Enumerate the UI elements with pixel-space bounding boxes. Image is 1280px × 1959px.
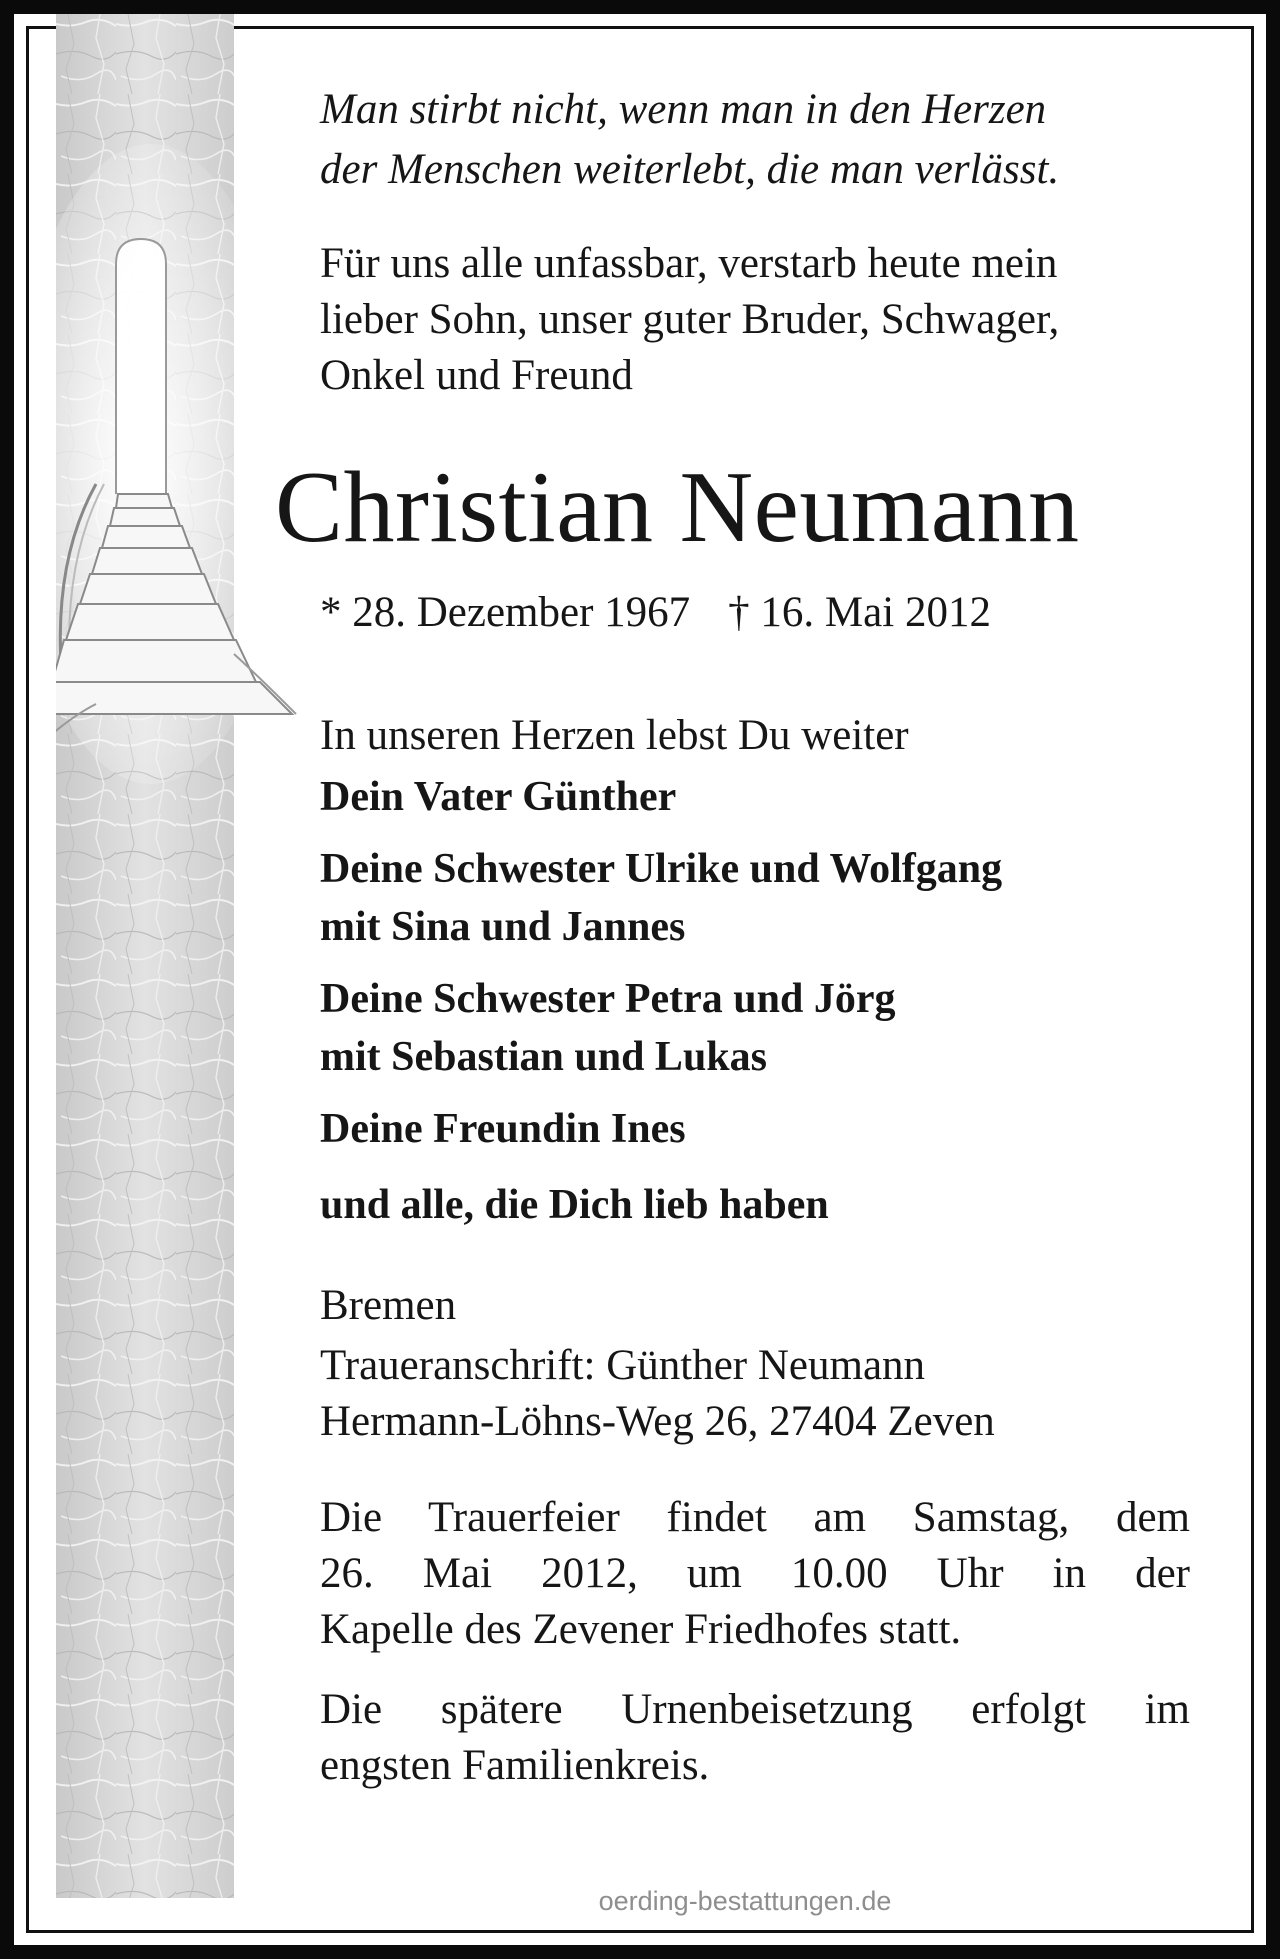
intro-line-2: lieber Sohn, unser guter Bruder, Schwager, xyxy=(320,296,1060,343)
lives-on-line: In unseren Herzen lebst Du weiter xyxy=(320,712,909,759)
mourner-sister-ulrike xyxy=(320,840,1190,956)
mourner-line: mit Sebastian und Lukas xyxy=(320,1034,768,1080)
death-date: † 16. Mai 2012 xyxy=(728,589,991,636)
service-line-3: Kapelle des Zevener Friedhofes statt. xyxy=(320,1606,962,1653)
urn-line-2: engsten Familienkreis. xyxy=(320,1742,710,1789)
birth-date: * 28. Dezember 1967 xyxy=(320,589,691,636)
death-announcement xyxy=(320,236,1190,404)
mourner-line: Deine Schwester Petra und Jörg xyxy=(320,976,896,1022)
mourner-father: Dein Vater Günther xyxy=(320,774,677,820)
intro-line-3: Onkel und Freund xyxy=(320,352,633,399)
address-line-1: Traueranschrift: Günther Neumann xyxy=(320,1342,926,1389)
service-line-1: Die Trauerfeier findet am Samstag, dem xyxy=(320,1494,1190,1541)
service-line-2: 26. Mai 2012, um 10.00 Uhr in der xyxy=(320,1550,1190,1597)
address-line-2: Hermann-Löhns-Weg 26, 27404 Zeven xyxy=(320,1398,995,1445)
stairway-illustration xyxy=(56,14,234,1898)
mourner-girlfriend: Deine Freundin Ines xyxy=(320,1106,686,1152)
funeral-home-website: oerding-bestattungen.de xyxy=(598,1886,892,1916)
urn-line-1: Die spätere Urnenbeisetzung erfolgt im xyxy=(320,1686,1190,1733)
city: Bremen xyxy=(320,1282,457,1329)
life-dates xyxy=(320,586,1190,640)
funeral-service-info xyxy=(320,1490,1190,1658)
urn-burial-info xyxy=(320,1682,1190,1794)
obituary-content xyxy=(275,80,1190,1794)
deceased-name: Christian Neumann xyxy=(275,451,1080,564)
mourning-address xyxy=(320,1338,1190,1450)
quote-line-2: der Menschen weiterlebt, die man verlässt. xyxy=(320,146,1060,193)
mourner-line: Deine Schwester Ulrike und Wolfgang xyxy=(320,846,1003,892)
intro-line-1: Für uns alle unfassbar, verstarb heute mein xyxy=(320,240,1058,287)
quote-line-1: Man stirbt nicht, wenn man in den Herzen xyxy=(320,86,1047,133)
mourner-all: und alle, die Dich lieb haben xyxy=(320,1182,829,1228)
mourner-line: mit Sina und Jannes xyxy=(320,904,686,950)
memorial-quote xyxy=(320,80,1190,200)
mourner-sister-petra xyxy=(320,970,1190,1086)
